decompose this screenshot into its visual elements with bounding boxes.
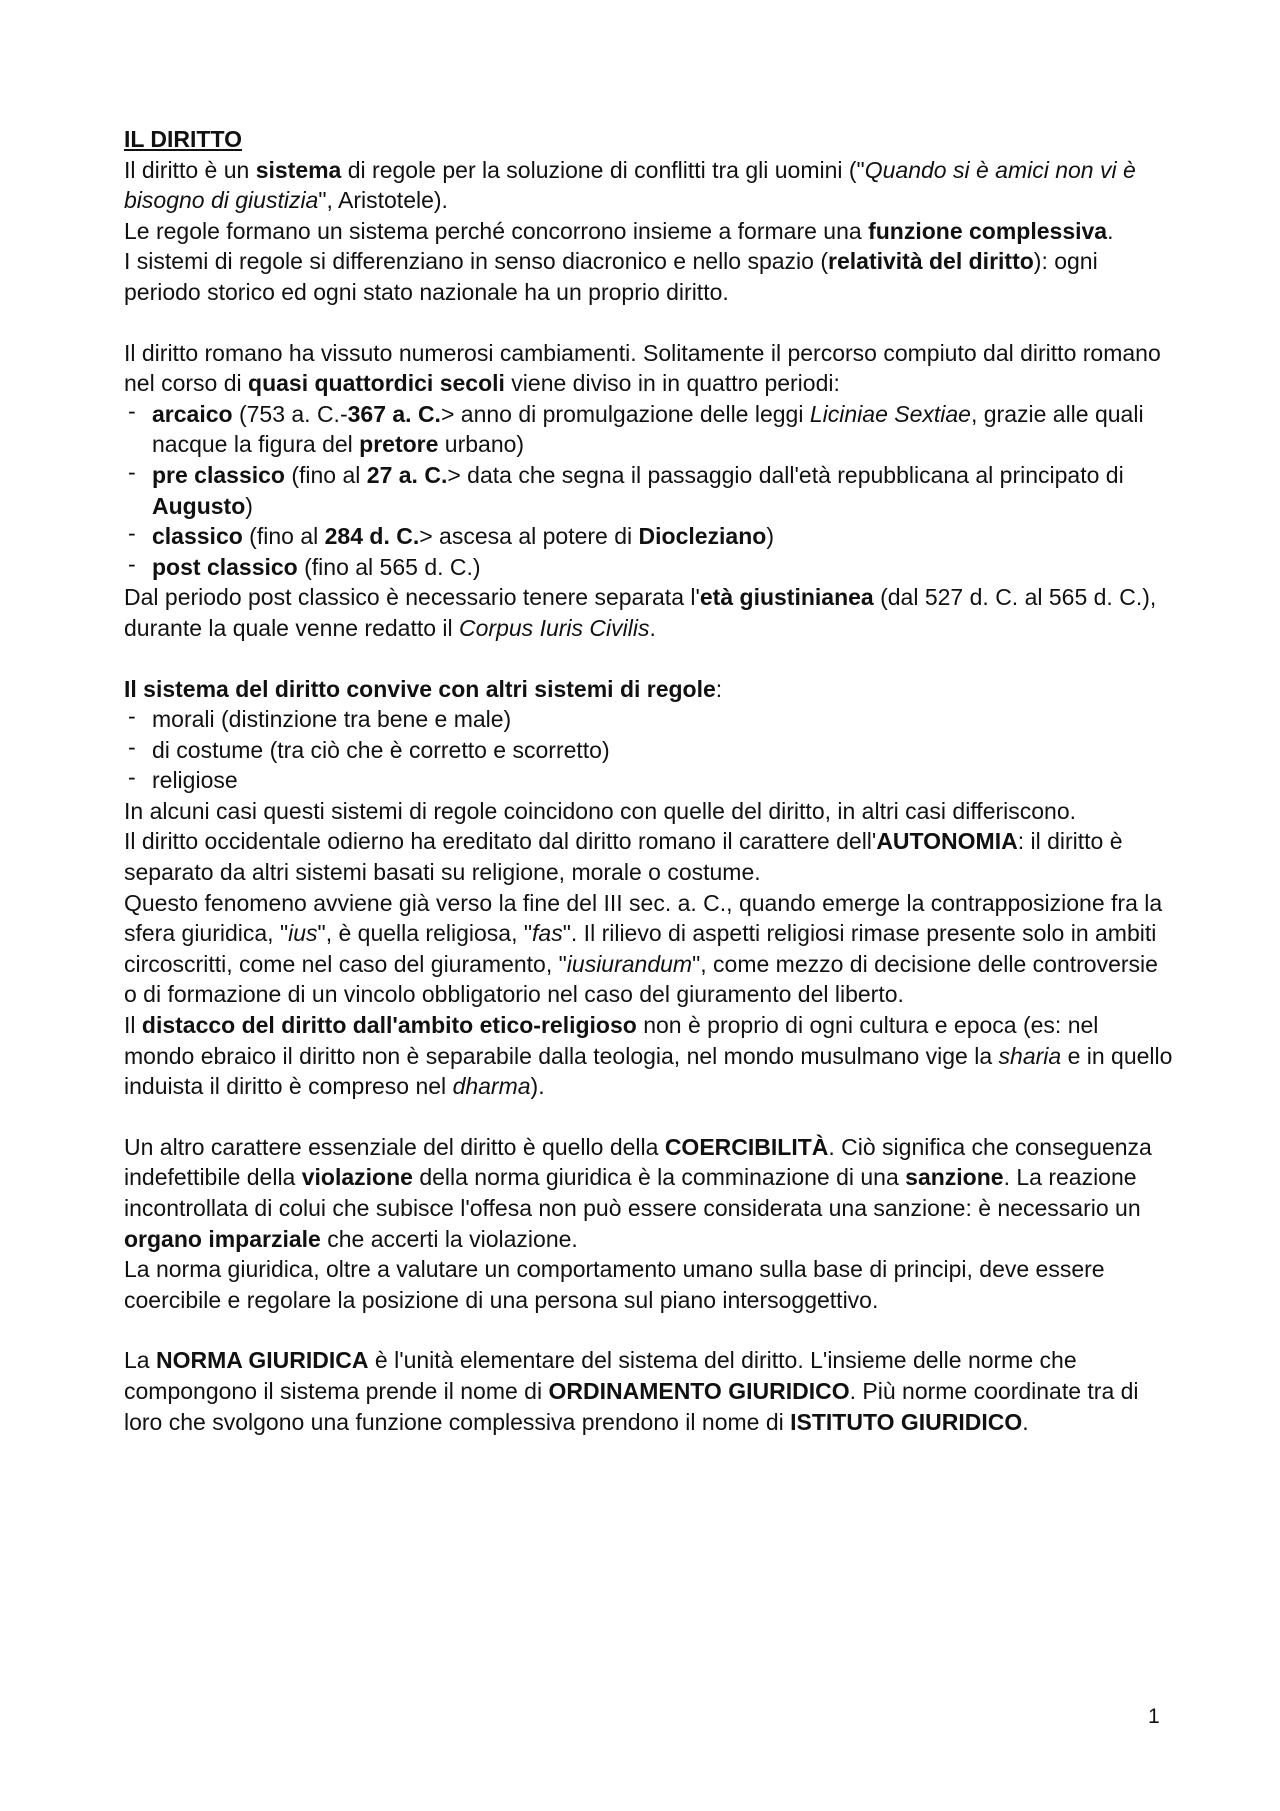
paragraph-roman-law: Il diritto romano ha vissuto numerosi cambiamenti. Solitamente il percorso compiuto dal diritto romano nel corso di quasi quattordici secoli viene diviso in in quattro periodi: — [124, 339, 1161, 397]
paragraph-coincide: In alcuni casi questi sistemi di regole coincidono con quelle del diritto, in altri casi differiscono. — [124, 797, 1077, 824]
list-item: - religiose — [124, 765, 1174, 796]
list-item: - arcaico (753 a. C.-367 a. C.> anno di promulgazione delle leggi Liciniae Sextiae, grazie alle quali nacque la figura del pretore urbano) — [124, 399, 1174, 460]
paragraph-ius-fas: Questo fenomeno avviene già verso la fine del III sec. a. C., quando emerge la contrapposizione fra la sfera giuridica, "ius", è quella religiosa, "fas". Il rilievo di aspetti religiosi rimase presente solo in ambiti circoscritti, come nel caso del giuramento, "iusiurandum", come mezzo di decisione delle controversie o di formazione di un vincolo obbligatorio nel caso del giuramento del liberto. — [124, 889, 1163, 1008]
paragraph-justinian: Dal periodo post classico è necessario tenere separata l'età giustinianea (dal 527 d. C. al 565 d. C.), durante la quale venne redatto il Corpus Iuris Civilis. — [124, 584, 1157, 641]
paragraph-system: Le regole formano un sistema perché concorrono insieme a formare una funzione complessiva. — [124, 217, 1114, 244]
periods-list — [124, 399, 1174, 583]
section-heading-other-systems: Il sistema del diritto convive con altri sistemi di regole: — [124, 675, 723, 702]
list-item: - di costume (tra ciò che è corretto e scorretto) — [124, 735, 1174, 766]
paragraph-autonomy: Il diritto occidentale odierno ha ereditato dal diritto romano il carattere dell'AUTONOMIA: il diritto è separato da altri sistemi basati su religione, morale o costume. — [124, 828, 1123, 886]
paragraph-definition: Il diritto è un sistema di regole per la soluzione di conflitti tra gli uomini ("Quando si è amici non vi è bisogno di giustizia", Aristotele). — [124, 156, 1136, 214]
list-item: - morali (distinzione tra bene e male) — [124, 704, 1174, 735]
list-item: - pre classico (fino al 27 a. C.> data che segna il passaggio dall'età repubblicana al principato di Augusto) — [124, 460, 1174, 521]
paragraph-legal-norm: La NORMA GIURIDICA è l'unità elementare del sistema del diritto. L'insieme delle norme che compongono il sistema prende il nome di ORDINAMENTO GIURIDICO. Più norme coordinate tra di loro che svolgono una funzione complessiva prendono il nome di ISTITUTO GIURIDICO. — [124, 1347, 1139, 1435]
paragraph-legal-norm-evaluation: La norma giuridica, oltre a valutare un comportamento umano sulla base di principi, deve essere coercibile e regolare la posizione di una persona sul piano intersoggettivo. — [124, 1256, 1105, 1313]
paragraph-ethical-religious: Il distacco del diritto dall'ambito etico-religioso non è proprio di ogni cultura e epoca (es: nel mondo ebraico il diritto non è separabile dalla teologia, nel mondo musulmano vige la sharia e in quello induista il diritto è compreso nel dharma). — [124, 1012, 1173, 1100]
other-systems-list — [124, 704, 1174, 796]
paragraph-coercibility: Un altro carattere essenziale del diritto è quello della COERCIBILITÀ. Ciò significa che conseguenza indefettibile della violazione della norma giuridica è la comminazione di una sanzione. La reazione incontrollata di colui che subisce l'offesa non può essere considerata una sanzione: è necessario un organo imparziale che accerti la violazione. — [124, 1133, 1152, 1252]
page-number: 1 — [1148, 1705, 1160, 1728]
list-item: - post classico (fino al 565 d. C.) — [124, 552, 1174, 583]
document-title: IL DIRITTO — [124, 126, 242, 152]
paragraph-relativity: I sistemi di regole si differenziano in senso diacronico e nello spazio (relatività del diritto): ogni periodo storico ed ogni stato nazionale ha un proprio diritto. — [124, 248, 1098, 305]
document-page — [124, 124, 1174, 1437]
list-item: - classico (fino al 284 d. C.> ascesa al potere di Diocleziano) — [124, 521, 1174, 552]
